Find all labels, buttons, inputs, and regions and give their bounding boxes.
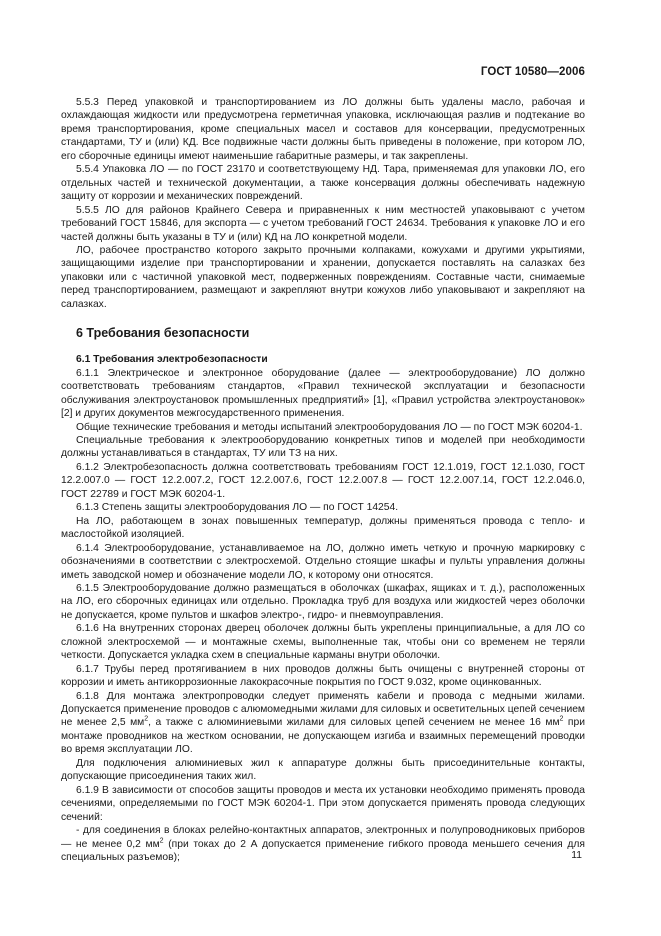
paragraph-6-1-8	[61, 690, 585, 757]
superscript: 2	[559, 716, 564, 724]
paragraph-6-1-5: 6.1.5 Электрооборудование должно размещаться в оболочках (шкафах, ящиках и т. д.), расположенных на ЛО, его сборочных единицах или отдельно. Прокладка труб для воздуха или жидкостей через оболочки не допускается, кроме пультов и шкафов электро-, гидро- и пневмоуправления.	[61, 582, 585, 621]
paragraph-6-1-8-part1: 6.1.8 Для монтажа электропроводки следует применять кабели и провода с медными жилами. Допускается применение проводов с алюмомедными жилами для силовых и осветительных цепей сечением не менее 2,5 мм	[61, 690, 585, 729]
list-item-part2: (при токах до 2 А допускается применение гибкого провода меньшего сечения для специальных разъемов);	[61, 838, 585, 864]
paragraph-heat-resistant-wires: На ЛО, работающем в зонах повышенных температур, должны применяться провода с тепло- и маслостойкой изоляцией.	[61, 515, 585, 541]
paragraph-skids: ЛО, рабочее пространство которого закрыто прочными колпаками, кожухами и другими укрытиями, защищающими изделие при транспортировании и хранении, допускается поставлять на салазках без упаковки или с частичной упаковкой мест, подверженных повреждениям. Составные части, снимаемые перед транспортированием, размещают и закрепляют внутри кожухов либо упаковывают и закрепляют на салазках.	[61, 244, 585, 310]
subsection-title: 6.1 Требования электробезопасности	[76, 354, 268, 366]
paragraph-general-requirements: Общие технические требования и методы испытаний электрооборудования ЛО — по ГОСТ МЭК 60204-1.	[76, 421, 583, 433]
document-id-header: ГОСТ 10580—2006	[480, 66, 585, 78]
paragraph-5-5-5: 5.5.5 ЛО для районов Крайнего Севера и приравненных к ним местностей упаковывают с учетом требований ГОСТ 15846, для экспорта — с учетом требований ГОСТ 24634. Требования к упаковке ЛО и его частей должны быть указаны в ТУ и (или) КД на ЛО конкретной модели.	[61, 204, 585, 243]
paragraph-6-1-3: 6.1.3 Степень защиты электрооборудования ЛО — по ГОСТ 14254.	[76, 502, 399, 514]
paragraph-6-1-8-part2: , а также с алюминиевыми жилами для силовых цепей сечением не менее 16 мм	[148, 717, 560, 729]
paragraph-6-1-8-part3: при монтаже проводников на жестком основании, не допускающем изгиба и взаимных перемещений проводки во время эксплуатации ЛО.	[61, 717, 585, 756]
paragraph-6-1-6: 6.1.6 На внутренних сторонах дверец оболочек должны быть укреплены принципиальные, а для ЛО со сложной электросхемой — и монтажные схемы, выполненные так, чтобы они со временем не теряли четкости. Допускается укладка схем в специальные карманы внутри оболочки.	[61, 623, 585, 662]
paragraph-5-5-3: 5.5.3 Перед упаковкой и транспортированием из ЛО должны быть удалены масло, рабочая и охлаждающая жидкости или предусмотрена герметичная упаковка, исключающая разлив и подтекание во время транспортирования, кроме специальных масел и составов для консервации, предусмотренных стандартами, ТУ и (или) КД. Все подвижные части должны быть приведены в положение, при котором ЛО, его сборочные единицы имеют наименьшие габаритные размеры, и так закреплены.	[61, 97, 585, 162]
paragraph-6-1-1: 6.1.1 Электрическое и электронное оборудование (далее — электрооборудование) ЛО должно соответствовать требованиям стандартов, «Правил технической эксплуатации и безопасности обслуживания электроустановок промышленных предприятий» [1], «Правил устройства электроустановок» [2] и других документов межгосударственного применения.	[61, 367, 585, 420]
paragraph-6-1-7: 6.1.7 Трубы перед протягиванием в них проводов должны быть очищены с внутренней стороны от коррозии и иметь антикоррозионные лакокрасочные покрытия по ГОСТ 9.032, кроме оцинкованных.	[61, 663, 585, 689]
superscript: 2	[159, 837, 164, 845]
paragraph-aluminium-contacts: Для подключения алюминиевых жил к аппаратуре должны быть присоединительные контакты, допускающие присоединения таких жил.	[61, 757, 585, 783]
paragraph-6-1-4: 6.1.4 Электрооборудование, устанавливаемое на ЛО, должно иметь четкую и прочную маркировку с обозначениями в соответствии с электросхемой. Отдельно стоящие шкафы и пульты управления должны иметь заводской номер и обозначение модели ЛО, к которому они относятся.	[61, 542, 585, 581]
paragraph-6-1-9: 6.1.9 В зависимости от способов защиты проводов и места их установки необходимо применять провода сечениями, определяемыми по ГОСТ МЭК 60204-1. При этом допускается применять провода следующих сечений:	[61, 784, 585, 823]
document-body	[61, 96, 585, 864]
paragraph-5-5-4: 5.5.4 Упаковка ЛО — по ГОСТ 23170 и соответствующему НД. Тара, применяемая для упаковки ЛО, его отдельных частей и технической документации, а также консервация должны обеспечивать надежную защиту от коррозии и механических повреждений.	[61, 164, 585, 203]
superscript: 2	[144, 716, 149, 724]
list-item-part1: - для соединения в блоках релейно-контактных аппаратов, электронных и полупроводниковых приборов — не менее 0,2 мм	[61, 825, 585, 850]
list-item-relay-blocks	[61, 824, 585, 864]
section-title: 6 Требования безопасности	[76, 326, 250, 341]
paragraph-6-1-2: 6.1.2 Электробезопасность должна соответствовать требованиям ГОСТ 12.1.019, ГОСТ 12.1.030, ГОСТ 12.2.007.0 — ГОСТ 12.2.007.2, ГОСТ 12.2.007.6, ГОСТ 12.2.007.8 — ГОСТ 12.2.007.14, ГОСТ 12.2.046.0, ГОСТ 22789 и ГОСТ МЭК 60204-1.	[61, 461, 585, 500]
paragraph-special-requirements: Специальные требования к электрооборудованию конкретных типов и моделей при необходимости должны устанавливаться в стандартах, ТУ или ТЗ на них.	[61, 434, 585, 460]
page-number: 11	[571, 850, 582, 861]
